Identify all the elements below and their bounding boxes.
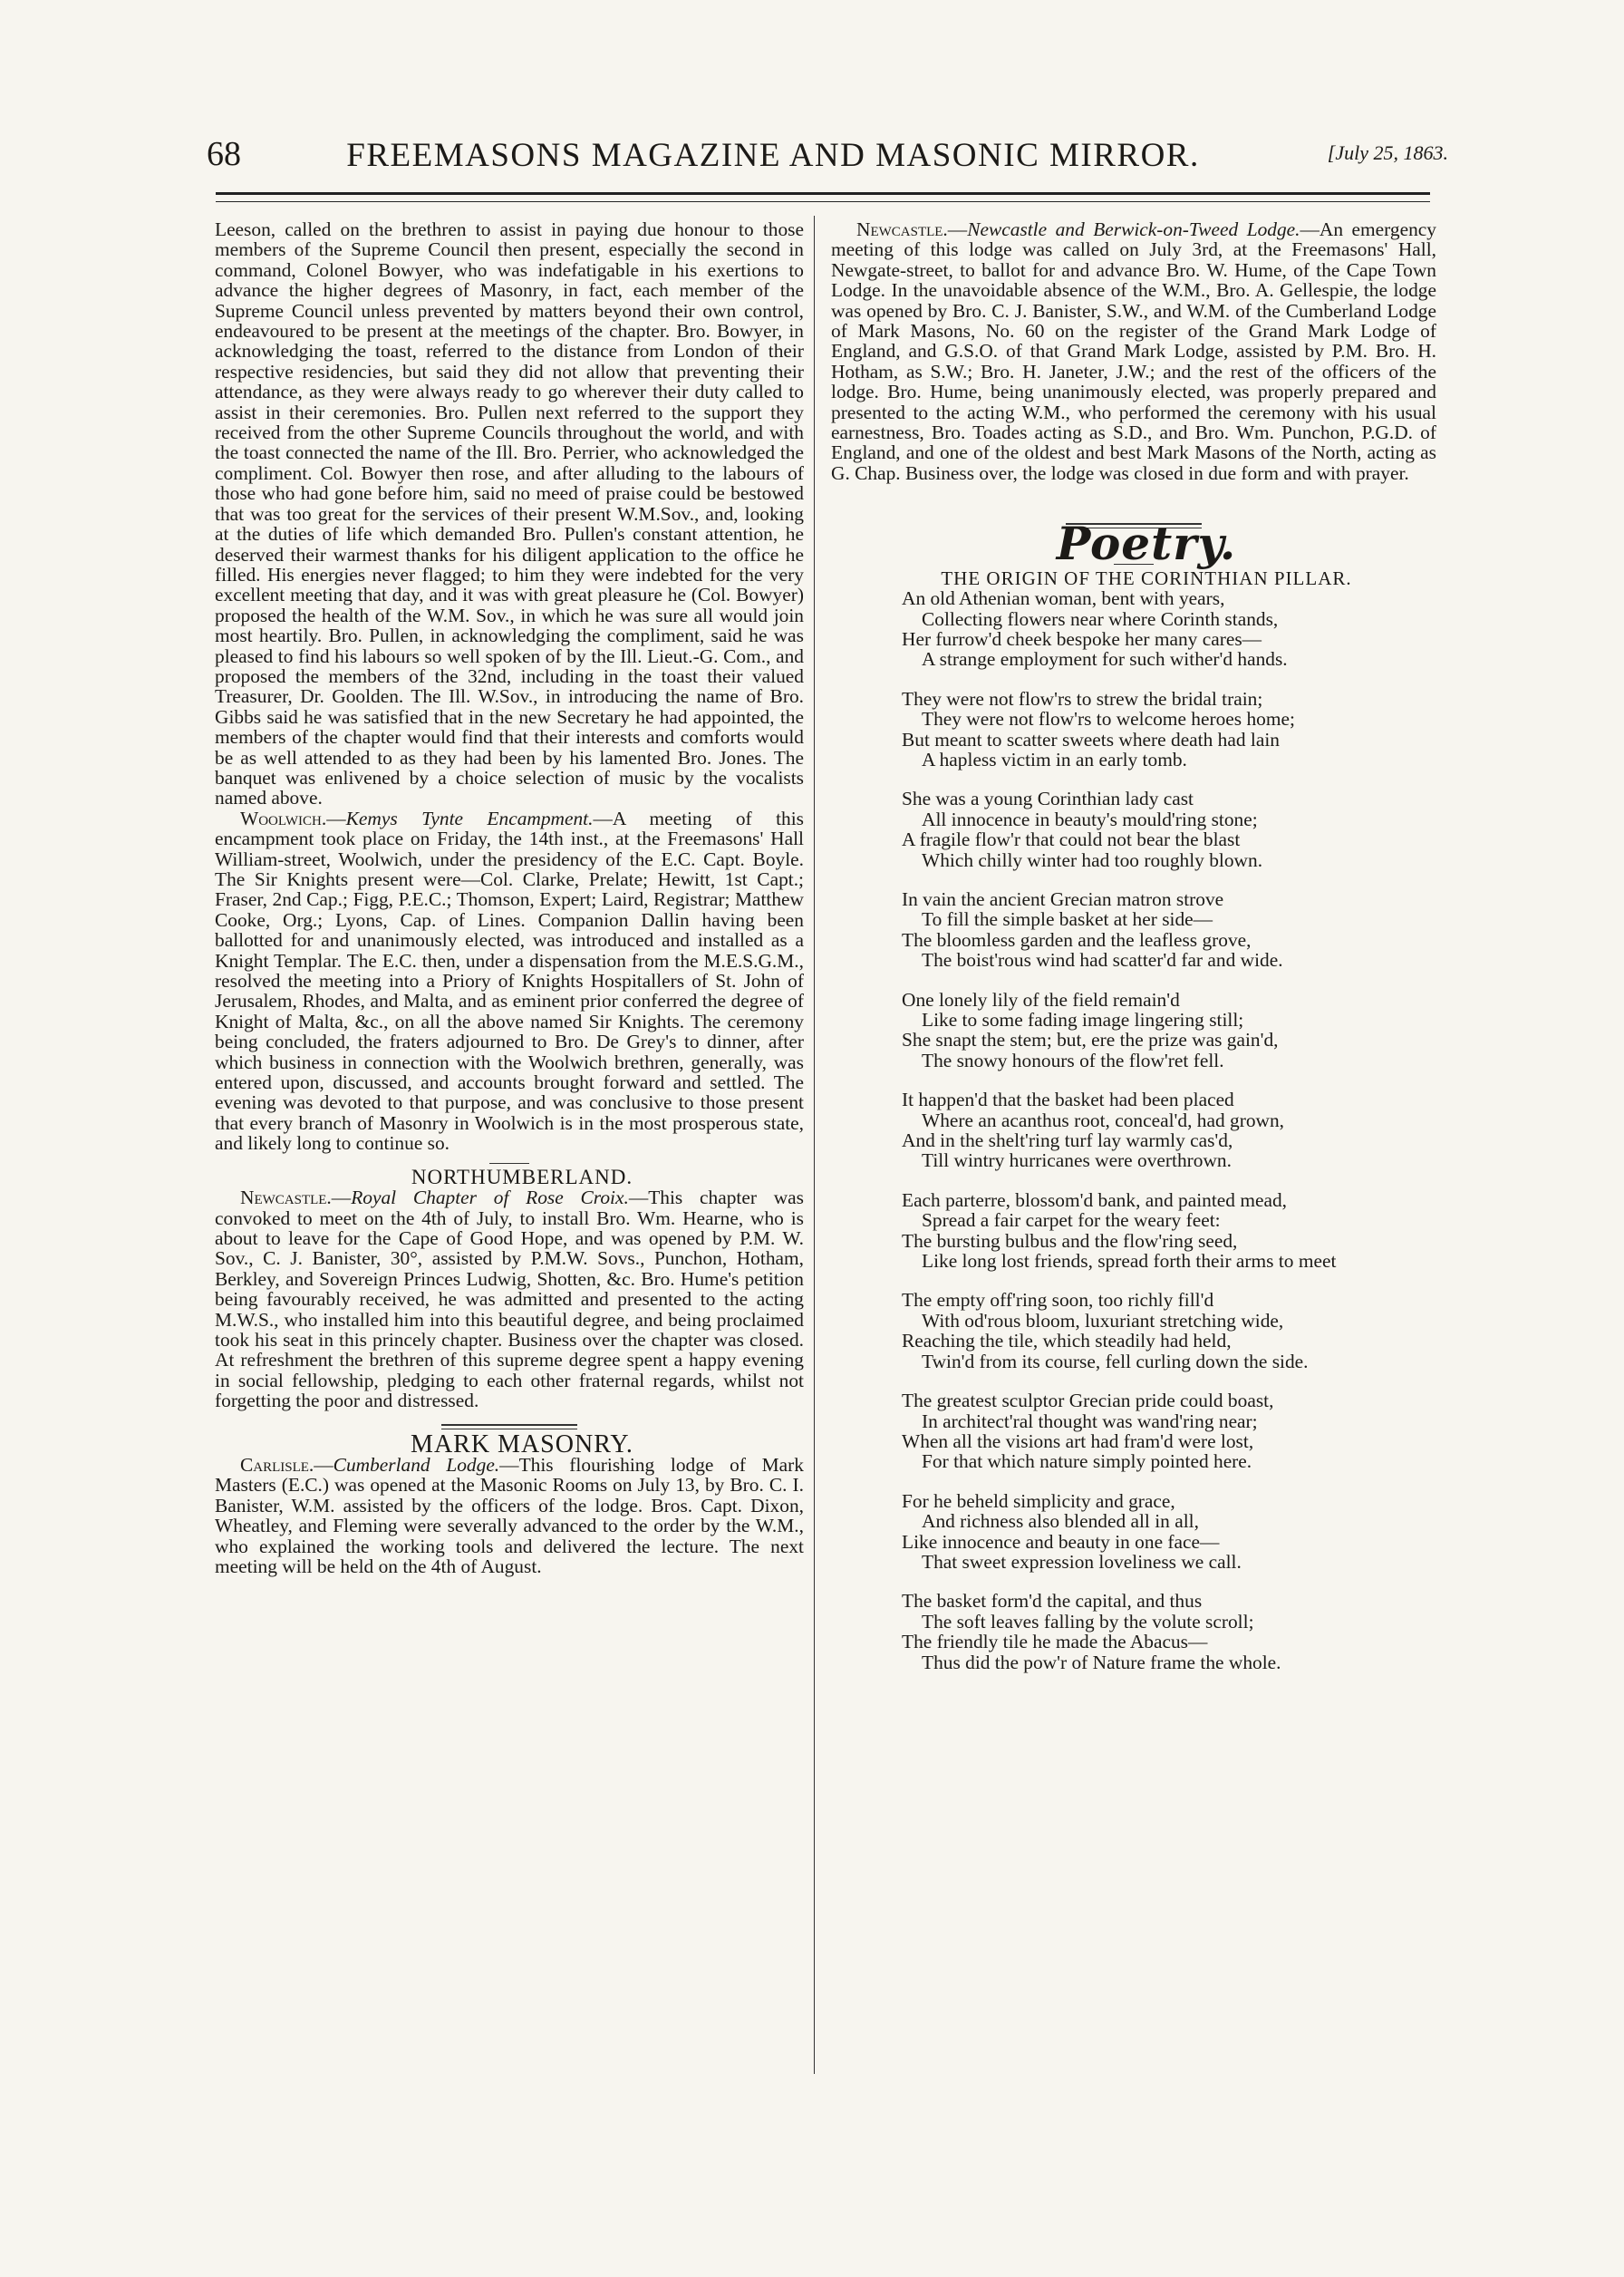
poem-stanza xyxy=(902,1190,1436,1272)
poem-line: For that which nature simply pointed here. xyxy=(922,1450,1252,1473)
poem-line: In vain the ancient Grecian matron strove xyxy=(902,887,1224,910)
poem-line: An old Athenian woman, bent with years, xyxy=(902,587,1225,610)
poem-line: Like innocence and beauty in one face— xyxy=(902,1530,1220,1553)
woolwich-report: Woolwich.—Kemys Tynte Encampment.—A meeting of this encampment took place on Friday, the 14th inst., at the Freemasons' Hall William-street, Woolwich, under the presidency of the E.C. Capt. Boyle. The Sir Knights present were—Col. Clarke, Prelate; Hewitt, 1st Capt.; Fraser, 2nd Cap.; Figg, P.E.C.; Thomson, Expert; Laird, Registrar; Matthew Cooke, Org.; Lyons, Cap. of Lines. Companion Dallin having been ballotted for and unanimously elected, was introduced and installed as a Knight Templar. The E.C. then, under a dispensation from the M.E.S.G.M., resolved the meeting into a Priory of Knights Hospitallers of St. John of Jerusalem, Rhodes, and Malta, and as eminent prior conferred the degree of Knight of Malta, &c., on all the above named Sir Knights. The ceremony being concluded, the fraters adjourned to Bro. De Grey's to dinner, after which business in connection with the Woolwich brethren, generally, was entered upon, discussed, and accounts brought forward and settled. The evening was devoted to that purpose, and was conclusive to those present that every branch of Masonry in Woolwich is in the most prosperous state, and likely long to continue so. xyxy=(215,807,805,1155)
poem-line: Which chilly winter had too roughly blown. xyxy=(922,848,1263,871)
poem-line: All innocence in beauty's mould'ring stone; xyxy=(922,808,1258,830)
poem-line: Twin'd from its course, fell curling down the side. xyxy=(922,1350,1309,1372)
poem-line: Thus did the pow'r of Nature frame the whole. xyxy=(922,1651,1281,1673)
poem-line: The bursting bulbus and the flow'ring seed, xyxy=(902,1229,1238,1252)
poem-line: Each parterre, blossom'd bank, and painted mead, xyxy=(902,1188,1287,1211)
place-name: Woolwich. xyxy=(240,807,327,829)
poem-line: And in the shelt'ring turf lay warmly cas'd, xyxy=(902,1129,1233,1152)
poem-line: Till wintry hurricanes were overthrown. xyxy=(922,1149,1232,1172)
poem-body xyxy=(831,588,1436,1672)
poem-line: Her furrow'd cheek bespoke her many cares— xyxy=(902,627,1262,650)
poem-line: One lonely lily of the field remain'd xyxy=(902,988,1180,1011)
poem-line: Like to some fading image lingering still; xyxy=(922,1009,1244,1031)
place-name: Carlisle. xyxy=(240,1453,314,1476)
poetry-heading: Poetry. xyxy=(1056,517,1237,571)
poem-line: A hapless victim in an early tomb. xyxy=(922,748,1187,770)
poem-line: Collecting flowers near where Corinth stands, xyxy=(922,607,1279,630)
poem-line: They were not flow'rs to welcome heroes home; xyxy=(922,708,1295,731)
poem-line: The greatest sculptor Grecian pride could boast, xyxy=(902,1390,1274,1412)
place-name: Newcastle. xyxy=(856,218,948,240)
poem-stanza xyxy=(902,789,1436,870)
right-column xyxy=(831,219,1436,1691)
poem-line: In architect'ral thought was wand'ring near; xyxy=(922,1410,1258,1432)
supreme-council-paragraph: Leeson, called on the brethren to assist in paying due honour to those members of the Supreme Council then present, especially the second in command, Colonel Bowyer, who was indefatigable in his exertions to advance the higher degrees of Masonry, in fact, each member of the Supreme Council unless prevented by matters beyond their own control, endeavoured to be present at the meetings of the chapter. Bro. Bowyer, in acknowledging the toast, referred to the distance from London of their respective residencies, but said they did not allow that preventing their attendance, as they were always ready to go wherever their duty called to assist in their ceremonies. Bro. Pullen next referred to the support they received from the other Supreme Councils throughout the world, and with the toast connected the name of the Ill. Bro. Perrier, who acknowledged the compliment. Col. Bowyer then rose, and after alluding to the labours of those who had gone before him, said no meed of praise could be bestowed that was too great for the services of their present W.M.Sov., and, looking at the duties of life which demanded Bro. Pullen's constant attention, he deserved their warmest thanks for his diligent application to the office he filled. His energies never flagged; to him they were indebted for the very excellent meeting that day, and it was with great pleasure he (Col. Bowyer) proposed the health of the W.M. Sov., in which he was sure all would join most heartily. Bro. Pullen, in acknowledging the compliment, said he was pleased to find his labours so well spoken of by the Ill. Lieut.-G. Com., and proposed the members of the 32nd, including in the toast their valued Treasurer, Dr. Goolden. The Ill. W.Sov., in introducing the name of Bro. Gibbs said he was satisfied that in the new Secretary he had appointed, the members of the chapter would find that their interests and comforts would be as well attended to as they had been by his lamented Bro. Jones. The banquet was enlivened by a choice selection of music by the vocalists named above. xyxy=(215,218,804,809)
poem-stanza xyxy=(902,889,1436,971)
header-rule xyxy=(216,192,1430,195)
poem-line: To fill the simple basket at her side— xyxy=(922,908,1213,931)
poem-line: Like long lost friends, spread forth their arms to meet xyxy=(922,1250,1337,1273)
lodge-name: Cumberland Lodge. xyxy=(333,1453,500,1476)
magazine-title: FREEMASONS MAGAZINE AND MASONIC MIRROR. xyxy=(346,137,1200,174)
poem-title: THE ORIGIN OF THE CORINTHIAN PILLAR. xyxy=(941,567,1352,589)
poem-line: For he beheld simplicity and grace, xyxy=(902,1489,1175,1512)
poem-line: They were not flow'rs to strew the bridal train; xyxy=(902,687,1263,710)
poem-line: When all the visions art had fram'd were lost, xyxy=(902,1429,1254,1452)
double-rule xyxy=(441,1424,577,1429)
poem-stanza xyxy=(902,1290,1436,1371)
lodge-name: Newcastle and Berwick-on-Tweed Lodge. xyxy=(967,218,1300,240)
poem-stanza xyxy=(902,588,1436,670)
poem-line: The bloomless garden and the leafless grove, xyxy=(902,928,1252,951)
poem-line: She was a young Corinthian lady cast xyxy=(902,788,1194,810)
carlisle-report: Carlisle.—Cumberland Lodge.—This flourishing lodge of Mark Masters (E.C.) was opened at the Masonic Rooms on July 13, by Bro. C. I. Banister, W.M. assisted by the officers of the lodge. Bros. Capt. Dixon, Wheatley, and Fleming were severally advanced to the order by the W.M., who explained the working tools and delivered the lecture. The next meeting will be held on the 4th of August. xyxy=(215,1453,804,1577)
report-text: A meeting of this encampment took place on Friday, the 14th inst., at the Freemasons' Hall William-street, Woolwich, under the presidency of the E.C. Capt. Boyle. The Sir Knights present were—Col. Clarke, Prelate; Hewitt, 1st Capt.; Fraser, 2nd Cap.; Figg, P.E.C.; Thomson, Expert; Laird, Registrar; Matthew Cooke, Org.; Lyons, Cap. of Lines. Companion Dallin having been ballotted for and unanimously elected, was introduced and installed as a Knight Templar. The E.C. then, under a dispensation from the M.E.S.G.M., resolved the meeting into a Priory of Knights Hospitallers of St. John of Jerusalem, Rhodes, and Malta, and as eminent prior conferred the degree of Knight of Malta, &c., on all the above named Sir Knights. The ceremony being concluded, the fraters adjourned to Bro. De Grey's to dinner, after which business in connection with the Woolwich brethren, generally, was entered upon, discussed, and accounts brought forward and settled. The evening was devoted to that purpose, and was conclusive to those present that every branch of Masonry in Woolwich is in the most prosperous state, and likely long to continue so. xyxy=(215,807,805,1155)
poem-line: It happen'd that the basket had been placed xyxy=(902,1089,1234,1111)
poem-line: But meant to scatter sweets where death had lain xyxy=(902,728,1280,751)
poem-line: A strange employment for such wither'd hands. xyxy=(922,648,1288,671)
poem-line: The soft leaves falling by the volute scroll; xyxy=(922,1610,1254,1633)
section-rule xyxy=(489,1163,529,1164)
poem-line: And richness also blended all in all, xyxy=(922,1510,1199,1533)
northumberland-heading: NORTHUMBERLAND. xyxy=(411,1165,633,1188)
poem-line: The friendly tile he made the Abacus— xyxy=(902,1631,1208,1653)
poem-stanza xyxy=(902,1591,1436,1672)
poem-stanza xyxy=(902,1491,1436,1573)
poem-line: Spread a fair carpet for the weary feet: xyxy=(922,1209,1221,1232)
poem-line: She snapt the stem; but, ere the prize was gain'd, xyxy=(902,1029,1279,1051)
page-number: 68 xyxy=(207,135,241,173)
place-name: Newcastle. xyxy=(240,1187,332,1209)
poem-stanza xyxy=(902,689,1436,770)
report-text: An emergency meeting of this lodge was called on July 3rd, at the Freemasons' Hall, Newgate-street, to ballot for and advance Bro. W. Hume, of the Cape Town Lodge. In the unavoidable absence of the W.M., Bro. A. Gellespie, the lodge was opened by Bro. C. J. Banister, S.W., and W.M. of the Cumberland Lodge of Mark Masons, No. 60 on the register of the Grand Mark Lodge of England, and G.S.O. of that Grand Mark Lodge, assisted by P.M. Bro. H. Hotham, as S.W.; Bro. H. Janeter, J.W.; and the rest of the officers of the lodge. Bro. Hume, being unanimously elected, was properly prepared and presented to the acting W.M., who performed the ceremony with his usual earnestness, Bro. Toades acting as S.D., and Bro. Wm. Punchon, P.G.D. of England, and one of the oldest and best Mark Masons of the North, acting as G. Chap. Business over, the lodge was closed in due form and with prayer. xyxy=(831,218,1436,484)
poem-stanza xyxy=(902,1090,1436,1171)
poem-line: Reaching the tile, which steadily had held, xyxy=(902,1330,1232,1352)
header-rule-thin xyxy=(216,201,1430,202)
poem-line: With od'rous bloom, luxuriant stretching wide, xyxy=(922,1309,1284,1332)
column-divider xyxy=(814,216,815,2074)
issue-date: [July 25, 1863. xyxy=(1327,141,1448,164)
report-text: This chapter was convoked to meet on the 4th of July, to install Bro. Wm. Hearne, who is about to leave for the Cape of Good Hope, and was opened by P.M. W. Sov., C. J. Banister, 30°, assisted by P.M.W. Sovs., Punchon, Hotham, Berkley, and Sovereign Princes Ludwig, Shotten, &c. Bro. Hume's petition being favourably received, he was admitted and presented to the acting M.W.S., who installed him into this beautiful degree, and being proclaimed took his seat in this princely chapter. Business over the chapter was closed. At refreshment the brethren of this supreme degree spent a happy evening in social fellowship, pledging to each other fraternal regards, whilst not forgetting the poor and distressed. xyxy=(215,1187,804,1412)
poem-stanza xyxy=(902,990,1436,1071)
poem-line: The boist'rous wind had scatter'd far and wide. xyxy=(922,949,1283,972)
poem-line: The snowy honours of the flow'ret fell. xyxy=(922,1049,1224,1071)
poem-line: That sweet expression loveliness we call. xyxy=(922,1550,1242,1573)
left-column xyxy=(215,219,804,1576)
poem-stanza xyxy=(902,1390,1436,1472)
report-text: This flourishing lodge of Mark Masters (E.C.) was opened at the Masonic Rooms on July 13, by Bro. C. I. Banister, W.M. assisted by the officers of the lodge. Bros. Capt. Dixon, Wheatley, and Fleming were severally advanced to the order by the W.M., who explained the working tools and delivered the lecture. The next meeting will be held on the 4th of August. xyxy=(215,1453,804,1577)
poem-line: The empty off'ring soon, too richly fill'd xyxy=(902,1289,1214,1312)
poem-line: The basket form'd the capital, and thus xyxy=(902,1590,1203,1613)
poem-line: Where an acanthus root, conceal'd, had grown, xyxy=(922,1109,1285,1131)
newcastle-berwick-report: Newcastle.—Newcastle and Berwick-on-Tweed Lodge.—An emergency meeting of this lodge was called on July 3rd, at the Freemasons' Hall, Newgate-street, to ballot for and advance Bro. W. Hume, of the Cape Town Lodge. In the unavoidable absence of the W.M., Bro. A. Gellespie, the lodge was opened by Bro. C. J. Banister, S.W., and W.M. of the Cumberland Lodge of Mark Masons, No. 60 on the register of the Grand Mark Lodge of England, and G.S.O. of that Grand Mark Lodge, assisted by P.M. Bro. H. Hotham, as S.W.; Bro. H. Janeter, J.W.; and the rest of the officers of the lodge. Bro. Hume, being unanimously elected, was properly prepared and presented to the acting W.M., who performed the ceremony with his usual earnestness, Bro. Toades acting as S.D., and Bro. Wm. Punchon, P.G.D. of England, and one of the oldest and best Mark Masons of the North, acting as G. Chap. Business over, the lodge was closed in due form and with prayer. xyxy=(831,218,1436,484)
lodge-name: Royal Chapter of Rose Croix. xyxy=(351,1187,629,1209)
lodge-name: Kemys Tynte Encampment. xyxy=(345,807,594,829)
newcastle-rose-croix-report: Newcastle.—Royal Chapter of Rose Croix.—This chapter was convoked to meet on the 4th of July, to install Bro. Wm. Hearne, who is about to leave for the Cape of Good Hope, and was opened by P.M. W. Sov., C. J. Banister, 30°, assisted by P.M.W. Sovs., Punchon, Hotham, Berkley, and Sovereign Princes Ludwig, Shotten, &c. Bro. Hume's petition being favourably received, he was admitted and presented to the acting M.W.S., who installed him into this beautiful degree, and being proclaimed took his seat in this princely chapter. Business over the chapter was closed. At refreshment the brethren of this supreme degree spent a happy evening in social fellowship, pledging to each other fraternal regards, whilst not forgetting the poor and distressed. xyxy=(215,1187,804,1412)
poem-line: A fragile flow'r that could not bear the blast xyxy=(902,828,1241,851)
page-header xyxy=(207,134,1448,189)
mark-masonry-heading: MARK MASONRY. xyxy=(411,1429,633,1458)
